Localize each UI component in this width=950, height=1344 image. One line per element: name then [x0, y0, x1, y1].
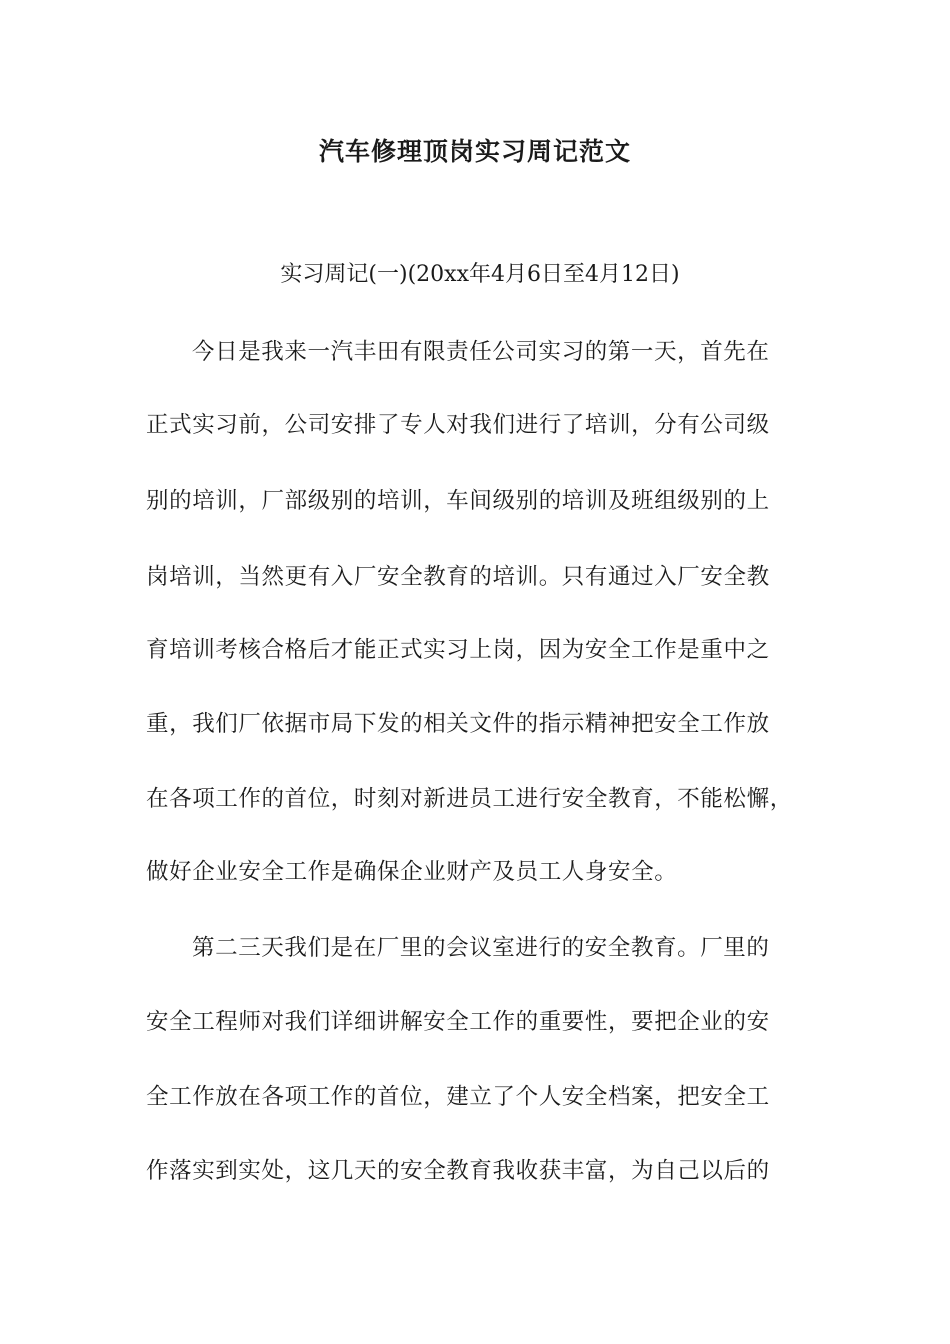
paragraph-line: 重，我们厂依据市局下发的相关文件的指示精神把安全工作放 — [146, 711, 770, 737]
paragraph-line: 安全工程师对我们详细讲解安全工作的重要性，要把企业的安 — [146, 1009, 770, 1035]
paragraph-line: 做好企业安全工作是确保企业财产及员工人身安全。 — [146, 859, 678, 885]
document-title: 汽车修理顶岗实习周记范文 — [318, 137, 631, 166]
paragraph-line: 育培训考核合格后才能正式实习上岗，因为安全工作是重中之 — [146, 637, 770, 663]
paragraph-line: 正式实习前，公司安排了专人对我们进行了培训，分有公司级 — [146, 412, 770, 438]
paragraph-line: 在各项工作的首位，时刻对新进员工进行安全教育，不能松懈， — [146, 786, 793, 812]
document-subtitle: 实习周记(一)(20xx年4月6日至4月12日) — [280, 262, 680, 287]
paragraph-line: 岗培训，当然更有入厂安全教育的培训。只有通过入厂安全教 — [146, 564, 770, 590]
paragraph-line: 作落实到实处，这几天的安全教育我收获丰富，为自己以后的 — [146, 1158, 770, 1184]
paragraph-line: 全工作放在各项工作的首位，建立了个人安全档案，把安全工 — [146, 1084, 770, 1110]
paragraph-line: 第二三天我们是在厂里的会议室进行的安全教育。厂里的 — [192, 935, 770, 961]
paragraph-line: 别的培训，厂部级别的培训，车间级别的培训及班组级别的上 — [146, 488, 770, 514]
paragraph-line: 今日是我来一汽丰田有限责任公司实习的第一天，首先在 — [192, 339, 770, 365]
